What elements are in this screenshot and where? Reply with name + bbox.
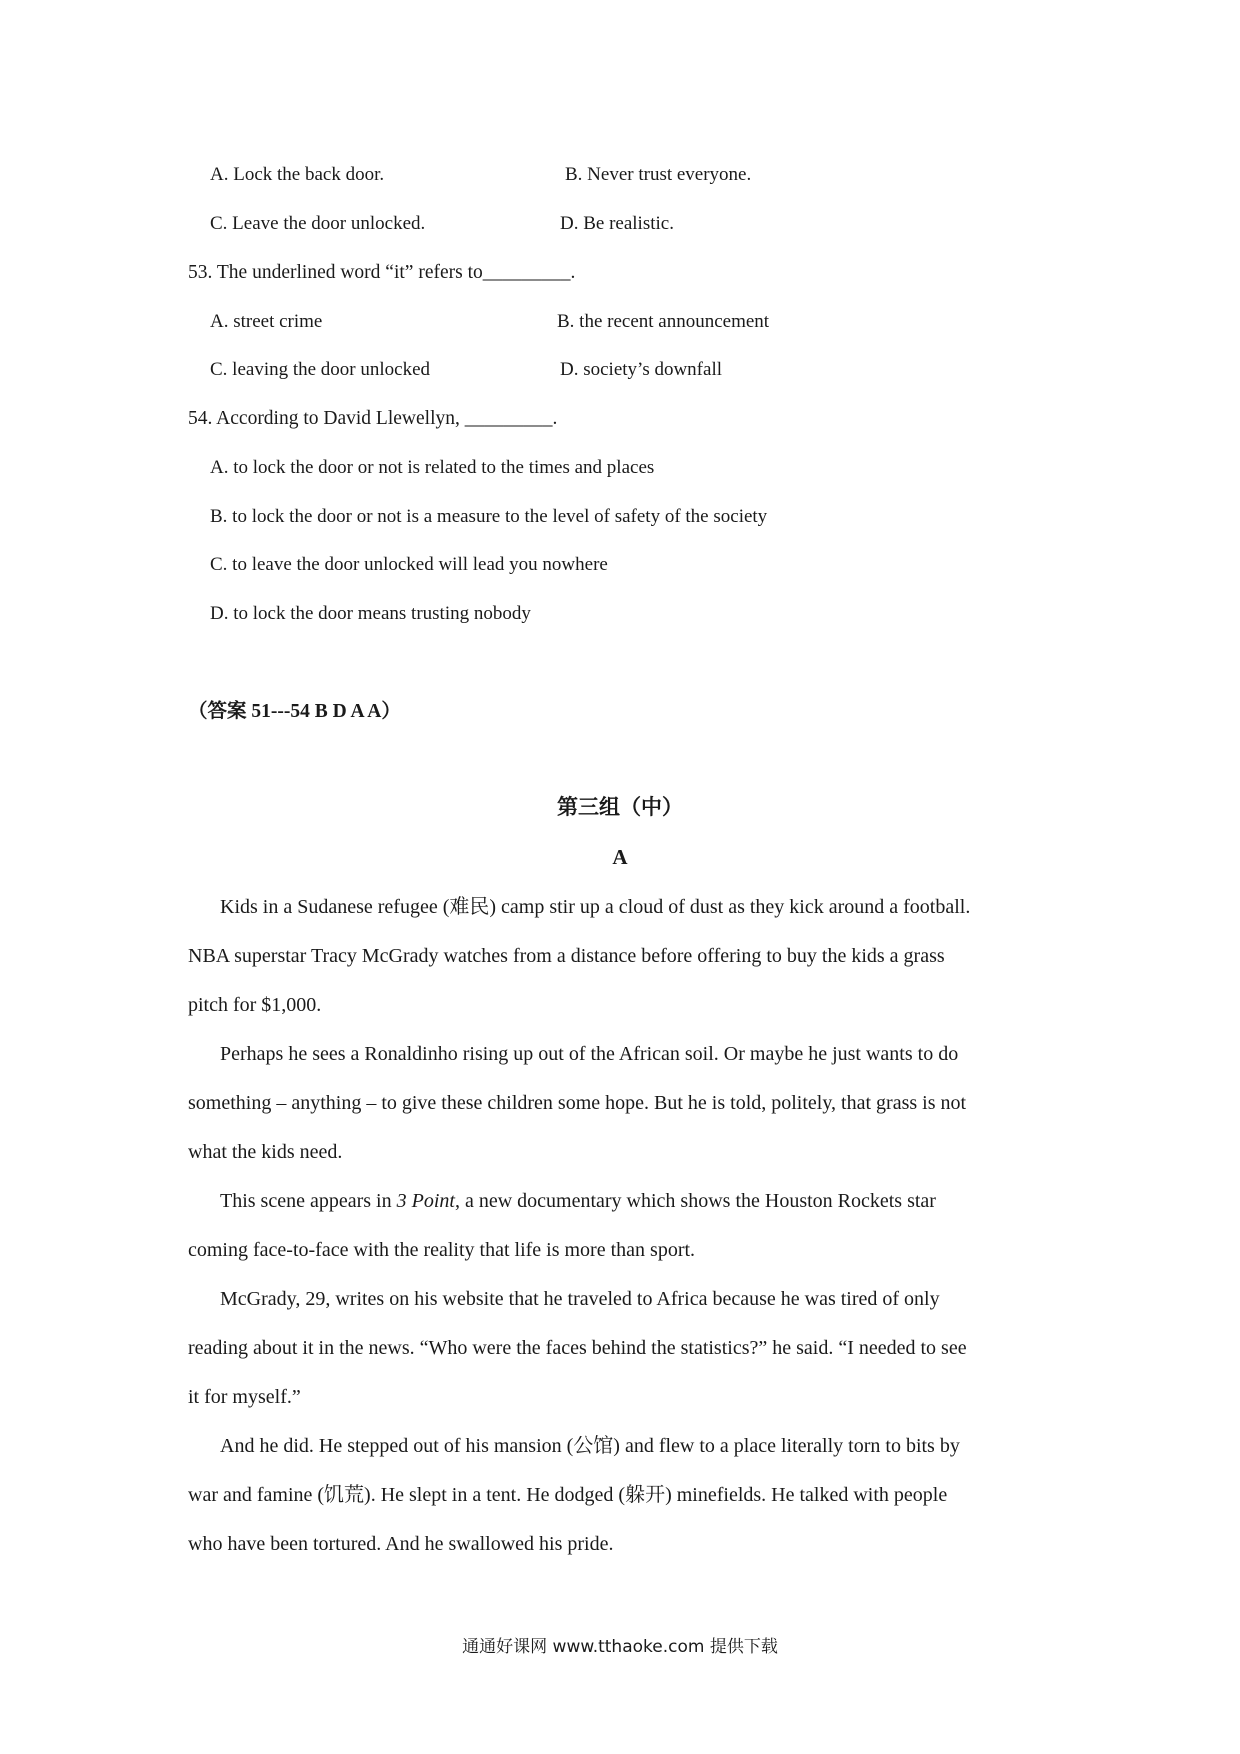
q54-option-c: C. to leave the door unlocked will lead you nowhere bbox=[210, 554, 608, 575]
passage-line: NBA superstar Tracy McGrady watches from a distance before offering to buy the kids a grass bbox=[188, 945, 945, 967]
q53-option-c: C. leaving the door unlocked bbox=[210, 359, 431, 380]
q52-option-a: A. Lock the back door. bbox=[210, 164, 385, 185]
scene-text-after: , a new documentary which shows the Houston Rockets star bbox=[454, 1190, 936, 1212]
scene-text-before: This scene appears in bbox=[220, 1190, 397, 1212]
passage-line: something – anything – to give these children some hope. But he is told, politely, that grass is not bbox=[188, 1092, 967, 1114]
documentary-title: 3 Point bbox=[396, 1190, 455, 1212]
passage-line: pitch for $1,000. bbox=[188, 994, 322, 1016]
answer-key: （答案 51---54 B D A A） bbox=[188, 701, 401, 722]
q53-option-d: D. society’s downfall bbox=[560, 359, 723, 380]
passage-line: it for myself.” bbox=[188, 1386, 301, 1408]
passage-line: who have been tortured. And he swallowed his pride. bbox=[188, 1533, 614, 1555]
passage-label: A bbox=[612, 845, 628, 869]
q52-option-d: D. Be realistic. bbox=[560, 213, 674, 234]
passage-line: coming face-to-face with the reality that life is more than sport. bbox=[188, 1239, 696, 1261]
q54-option-a: A. to lock the door or not is related to the times and places bbox=[210, 457, 655, 478]
passage-line: And he did. He stepped out of his mansion (公馆) and flew to a place literally torn to bits by bbox=[220, 1435, 960, 1457]
q53-option-a: A. street crime bbox=[210, 311, 323, 332]
passage-line: what the kids need. bbox=[188, 1141, 343, 1163]
passage-line: Perhaps he sees a Ronaldinho rising up out of the African soil. Or maybe he just wants to do bbox=[220, 1043, 959, 1065]
passage-line: war and famine (饥荒). He slept in a tent. He dodged (躲开) minefields. He talked with people bbox=[188, 1484, 948, 1506]
passage-line: McGrady, 29, writes on his website that he traveled to Africa because he was tired of only bbox=[220, 1288, 940, 1310]
q54-option-d: D. to lock the door means trusting nobody bbox=[210, 603, 531, 624]
q54-stem: 54. According to David Llewellyn, _________. bbox=[188, 408, 558, 429]
q53-stem: 53. The underlined word “it” refers to_________. bbox=[188, 262, 576, 283]
passage-line: reading about it in the news. “Who were the faces behind the statistics?” he said. “I needed to see bbox=[188, 1337, 967, 1359]
passage-line: Kids in a Sudanese refugee (难民) camp stir up a cloud of dust as they kick around a football. bbox=[220, 896, 971, 918]
passage-line-scene bbox=[220, 1188, 936, 1214]
q53-option-b: B. the recent announcement bbox=[557, 311, 770, 332]
q54-option-b: B. to lock the door or not is a measure to the level of safety of the society bbox=[210, 506, 768, 527]
q52-option-b: B. Never trust everyone. bbox=[565, 164, 752, 185]
page-footer: 通通好课网 www.tthaoke.com 提供下载 bbox=[462, 1637, 778, 1657]
q52-option-c: C. Leave the door unlocked. bbox=[210, 213, 426, 234]
section-title: 第三组（中） bbox=[557, 795, 683, 819]
